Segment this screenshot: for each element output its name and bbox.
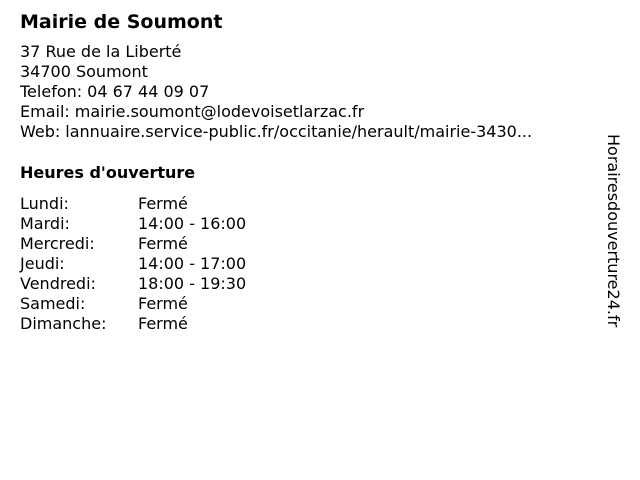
email-label: Email: [20,102,70,121]
street-address: 37 Rue de la Liberté [20,42,182,61]
phone-line [20,82,600,102]
hours-row [20,194,600,214]
hours-time: 18:00 - 19:30 [138,274,247,293]
brand-watermark: Horairesdouverture24.fr [604,134,623,328]
hours-row [20,274,600,294]
business-card [20,10,600,334]
hours-time: 14:00 - 17:00 [138,254,247,273]
hours-time: Fermé [138,234,188,253]
hours-time: 14:00 - 16:00 [138,214,247,233]
hours-row [20,234,600,254]
hours-row [20,294,600,314]
phone-label: Telefon: [20,82,83,101]
web-line [20,122,600,142]
contact-info [20,42,600,142]
hours-row [20,254,600,274]
hours-time: Fermé [138,194,188,213]
hours-day: Samedi: [20,294,86,313]
phone-number[interactable]: 04 67 44 09 07 [87,82,210,101]
web-label: Web: [20,122,61,141]
email-line [20,102,600,122]
hours-time: Fermé [138,314,188,333]
hours-time: Fermé [138,294,188,313]
hours-day: Dimanche: [20,314,107,333]
hours-day: Lundi: [20,194,69,213]
hours-row [20,214,600,234]
hours-day: Mardi: [20,214,70,233]
hours-day: Vendredi: [20,274,96,293]
city-address: 34700 Soumont [20,62,148,81]
hours-row [20,314,600,334]
web-link[interactable]: lannuaire.service-public.fr/occitanie/herault/mairie-3430... [65,122,533,141]
email-address[interactable]: mairie.soumont@lodevoisetlarzac.fr [74,102,365,121]
page-title: Mairie de Soumont [20,11,223,33]
hours-table [20,194,600,334]
hours-day: Jeudi: [20,254,65,273]
hours-heading: Heures d'ouverture [20,163,196,182]
hours-day: Mercredi: [20,234,95,253]
